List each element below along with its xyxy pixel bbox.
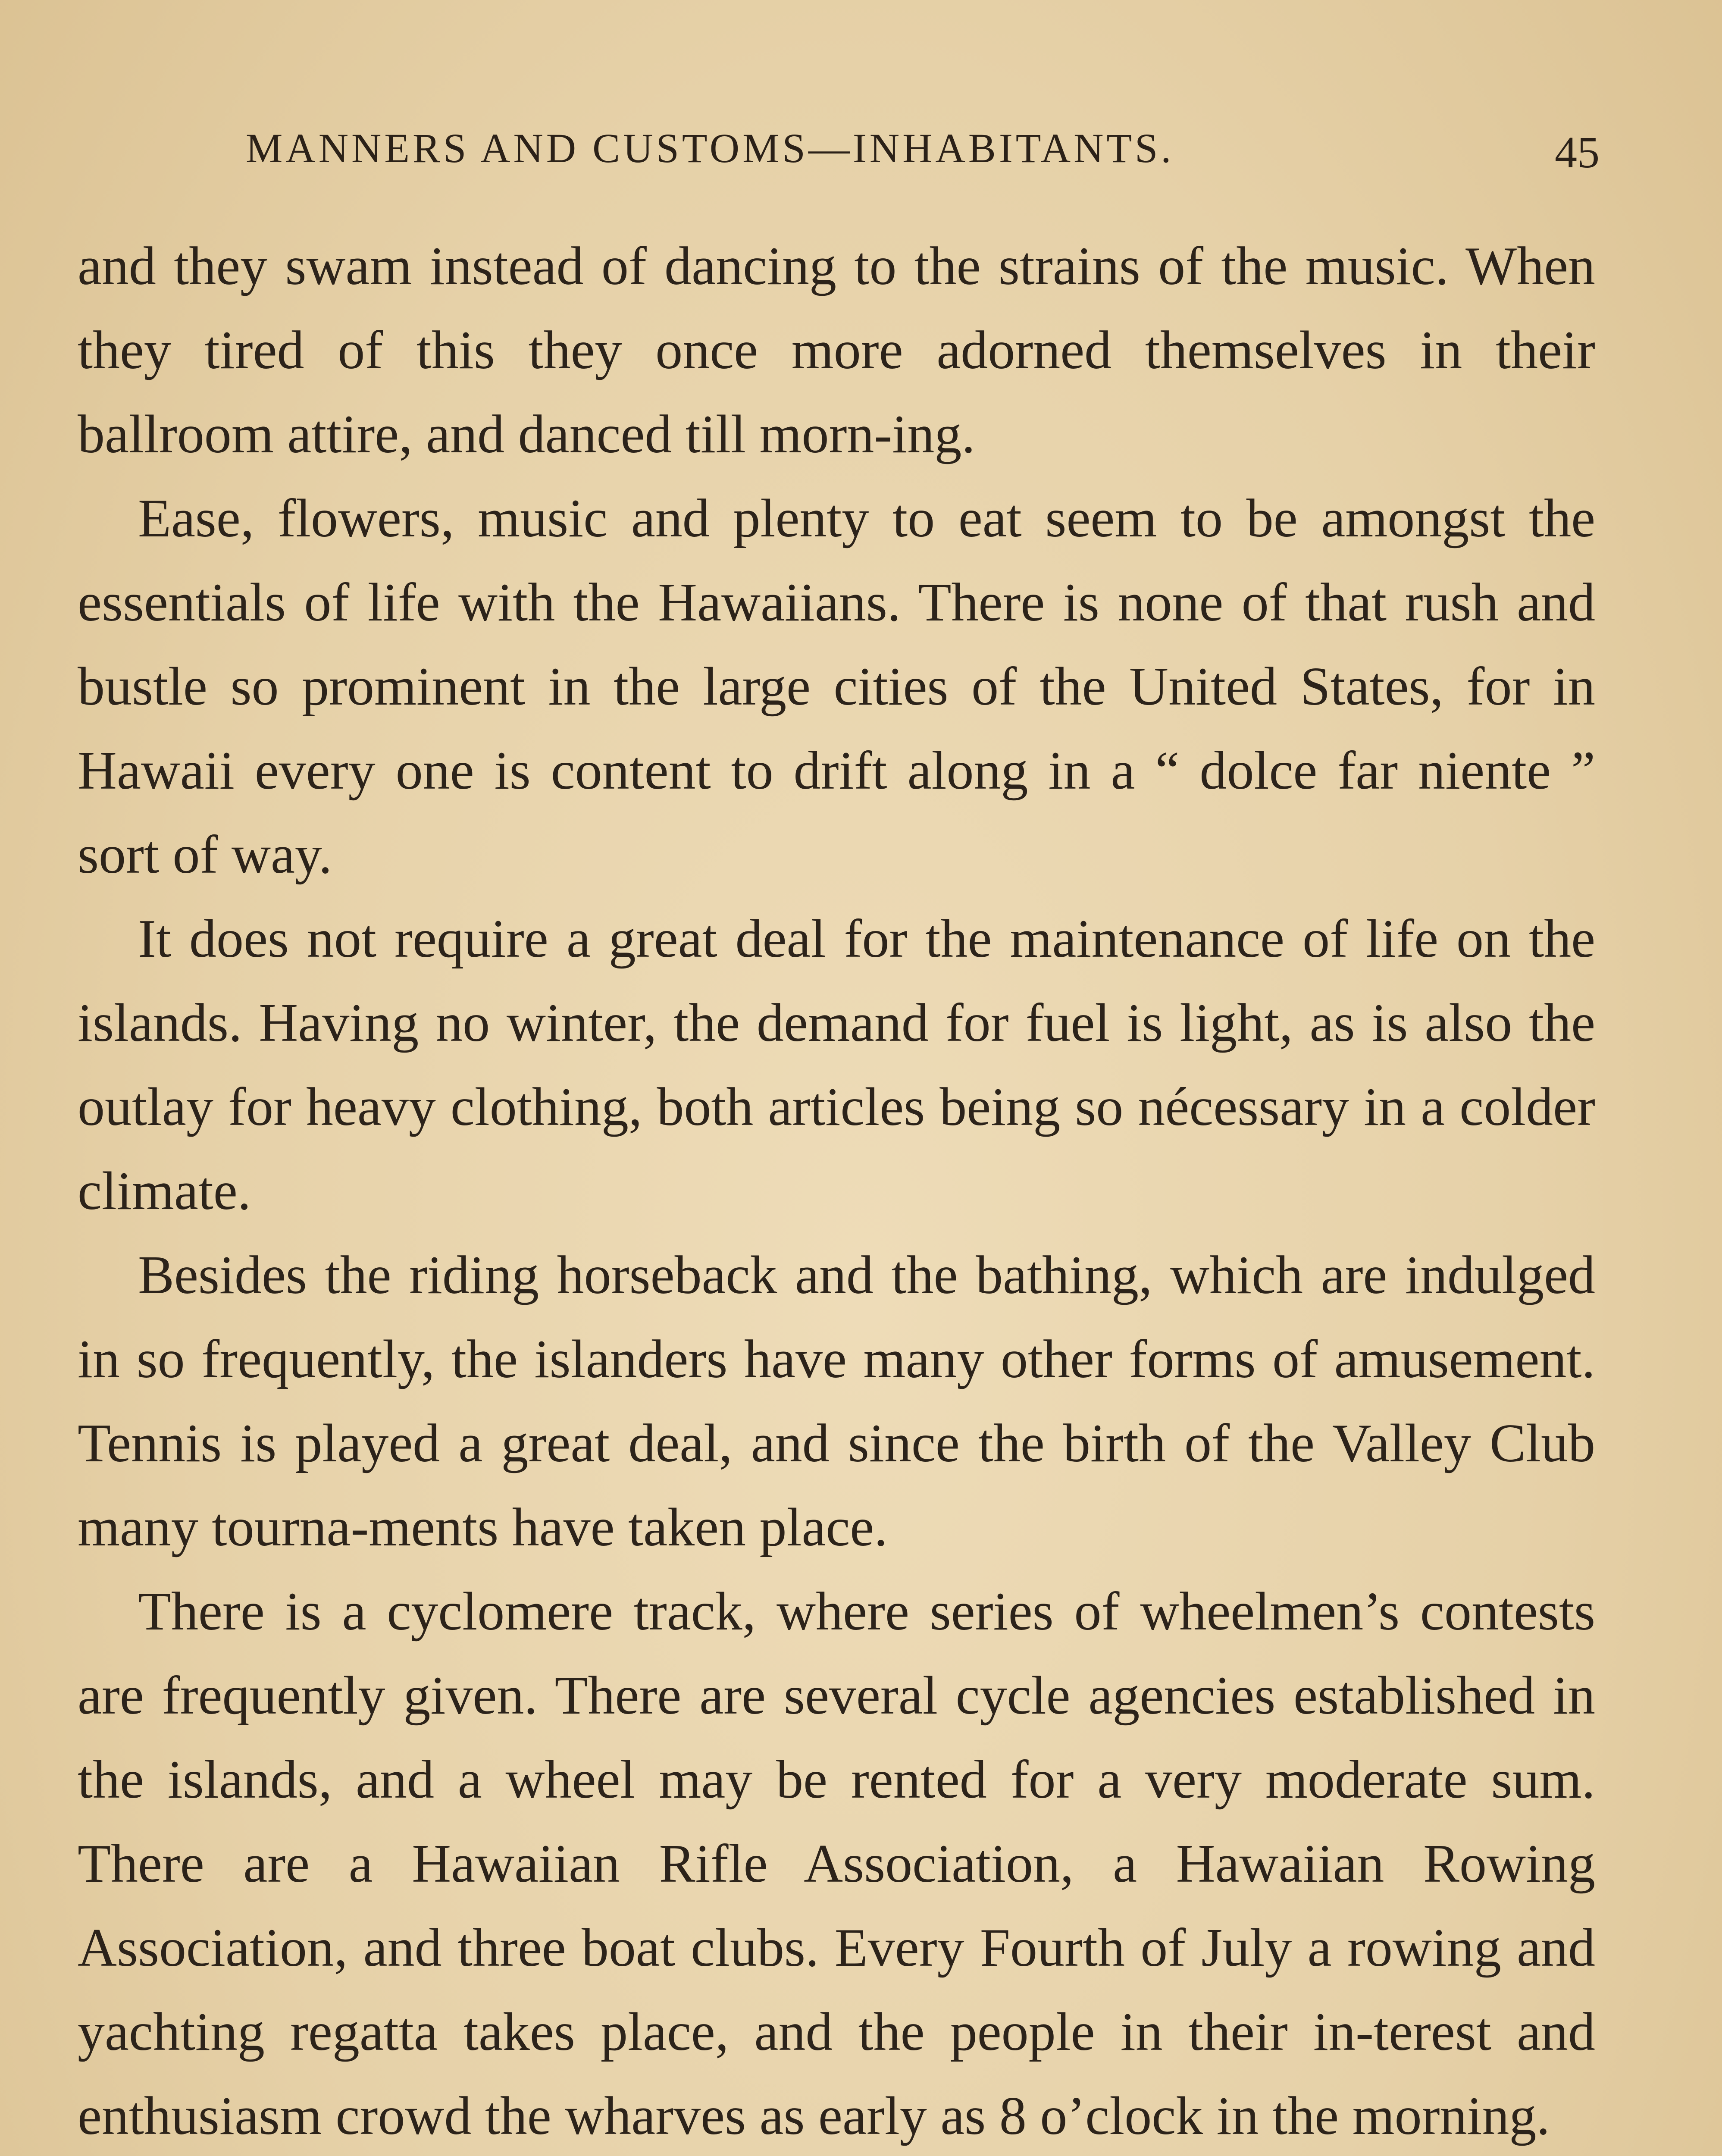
- paragraph-4: Besides the riding horseback and the bathing, which are indulged in so frequently, the islanders have many other forms of amusement. Tennis is played a great deal, and since the birth of the Valley Club many tourna-ments have taken place.: [78, 1245, 1595, 1557]
- paragraph-2: Ease, flowers, music and plenty to eat seem to be amongst the essentials of life with the Hawaiians. There is none of that rush and bustle so prominent in the large cities of the United States, for in Hawaii every one is content to drift along in a “ dolce far niente ” sort of way.: [78, 489, 1595, 885]
- running-header: [78, 116, 1600, 177]
- page-number: 45: [1555, 128, 1600, 177]
- chapter-title: MANNERS AND CUSTOMS—INHABITANTS.: [246, 125, 1174, 171]
- paragraph-1: and they swam instead of dancing to the strains of the music. When they tired of this they once more adorned themselves in their ballroom attire, and danced till morn-ing.: [78, 236, 1595, 464]
- paragraph-5: There is a cyclomere track, where series of wheelmen’s contests are frequently given. There are several cycle agencies established in the islands, and a wheel may be rented for a very moderate sum. There are a Hawaiian Rifle Association, a Hawaiian Rowing Association, and three boat clubs. Every Fourth of July a rowing and yachting regatta takes place, and the people in their in-terest and enthusiasm crowd the wharves as early as 8 o’clock in the morning.: [78, 1582, 1595, 2146]
- paragraph-3: It does not require a great deal for the maintenance of life on the islands. Having no winter, the demand for fuel is light, as is also the outlay for heavy clothing, both articles being so nécessary in a colder climate.: [78, 909, 1595, 1221]
- body-text: [78, 224, 1595, 2156]
